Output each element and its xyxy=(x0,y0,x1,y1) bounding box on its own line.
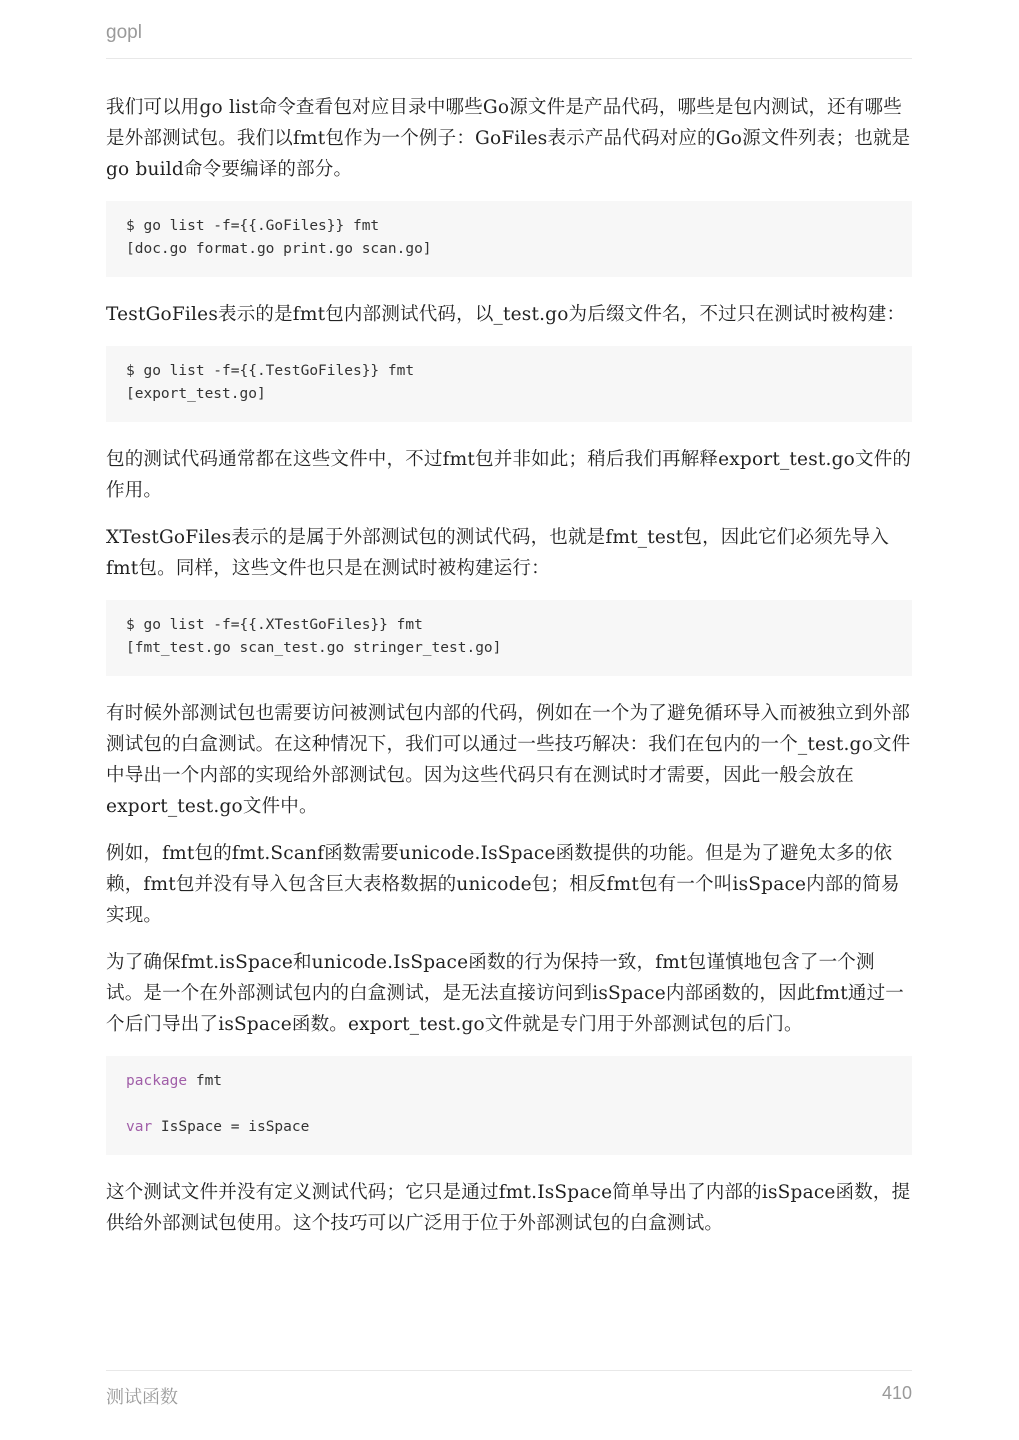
code-keyword: var xyxy=(126,1119,153,1135)
paragraph-3: 包的测试代码通常都在这些文件中，不过fmt包并非如此；稍后我们再解释export_test.go文件的作用。 xyxy=(106,449,912,501)
page-number: 410 xyxy=(881,1383,912,1403)
code-block-gofiles xyxy=(106,201,912,277)
page-content xyxy=(106,92,912,1255)
code-text: IsSpace = isSpace xyxy=(152,1119,310,1135)
code-block-export-test xyxy=(106,1056,912,1155)
paragraph-8: 这个测试文件并没有定义测试代码；它只是通过fmt.IsSpace简单导出了内部的isSpace函数，提供给外部测试包使用。这个技巧可以广泛用于位于外部测试包的白盒测试。 xyxy=(106,1182,911,1234)
code-line: [doc.go format.go print.go scan.go] xyxy=(126,241,432,257)
code-text: fmt xyxy=(187,1073,223,1089)
paragraph-6: 例如，fmt包的fmt.Scanf函数需要unicode.IsSpace函数提供的功能。但是为了避免太多的依赖，fmt包并没有导入包含巨大表格数据的unicode包；相反fmt包有一个叫isSpace内部的简易实现。 xyxy=(106,843,900,926)
code-line: $ go list -f={{.XTestGoFiles}} fmt xyxy=(126,617,423,633)
book-title: gopl xyxy=(106,22,142,43)
code-keyword: package xyxy=(126,1073,188,1089)
code-line: $ go list -f={{.TestGoFiles}} fmt xyxy=(126,363,415,379)
chapter-title: 测试函数 xyxy=(106,1387,178,1408)
paragraph-2: TestGoFiles表示的是fmt包内部测试代码，以_test.go为后缀文件名，不过只在测试时被构建： xyxy=(106,304,906,325)
page-footer xyxy=(106,1370,912,1409)
code-block-testgofiles xyxy=(106,346,912,422)
code-blank-line xyxy=(126,1093,892,1116)
code-line: [fmt_test.go scan_test.go stringer_test.go] xyxy=(126,640,502,656)
paragraph-4: XTestGoFiles表示的是属于外部测试包的测试代码，也就是fmt_test包，因此它们必须先导入fmt包。同样，这些文件也只是在测试时被构建运行： xyxy=(106,527,890,579)
code-line xyxy=(126,1116,892,1139)
code-line xyxy=(126,1070,892,1093)
code-block-xtestgofiles xyxy=(106,600,912,676)
code-line: $ go list -f={{.GoFiles}} fmt xyxy=(126,218,380,234)
paragraph-5: 有时候外部测试包也需要访问被测试包内部的代码，例如在一个为了避免循环导入而被独立到外部测试包的白盒测试。在这种情况下，我们可以通过一些技巧解决：我们在包内的一个_test.go文件中导出一个内部的实现给外部测试包。因为这些代码只有在测试时才需要，因此一般会放在export_test.go文件中。 xyxy=(106,703,911,817)
paragraph-1: 我们可以用go list命令查看包对应目录中哪些Go源文件是产品代码，哪些是包内测试，还有哪些是外部测试包。我们以fmt包作为一个例子：GoFiles表示产品代码对应的Go源文件列表；也就是go build命令要编译的部分。 xyxy=(106,97,911,180)
paragraph-7: 为了确保fmt.isSpace和unicode.IsSpace函数的行为保持一致，fmt包谨慎地包含了一个测试。是一个在外部测试包内的白盒测试，是无法直接访问到isSpace内部函数的，因此fmt通过一个后门导出了isSpace函数。export_test.go文件就是专门用于外部测试包的后门。 xyxy=(106,952,904,1035)
code-line: [export_test.go] xyxy=(126,386,266,402)
page-header xyxy=(106,22,912,59)
